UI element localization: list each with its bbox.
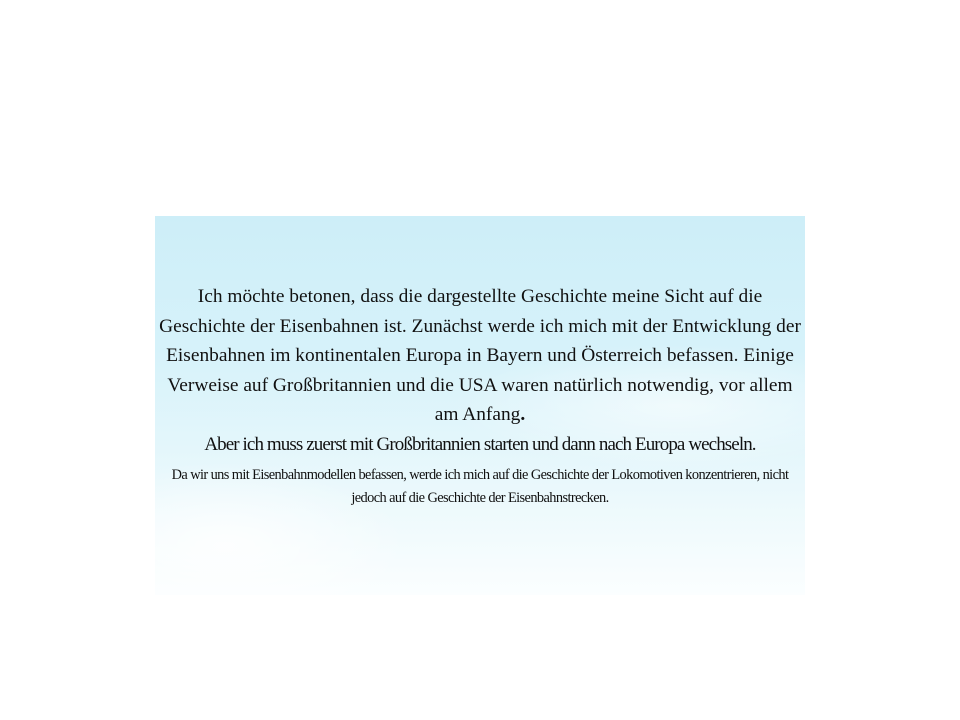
- text-panel: [155, 216, 805, 595]
- paragraph-main: [155, 282, 805, 430]
- text-block: [155, 282, 805, 511]
- paragraph-second: Aber ich muss zuerst mit Großbritannien starten und dann nach Europa wechseln.: [204, 433, 756, 455]
- paragraph-main-period: .: [520, 404, 526, 426]
- paragraph-third: Da wir uns mit Eisenbahnmodellen befassen, werde ich mich auf die Geschichte der Lokomotiven konzentrieren, nicht jedoch auf die Geschichte der Eisenbahnstrecken.: [171, 466, 789, 507]
- paragraph-main-text: Ich möchte betonen, dass die dargestellte Geschichte meine Sicht auf die Geschichte der Eisenbahnen ist. Zunächst werde ich mich mit der Entwicklung der Eisenbahnen im kontinentalen Europa in Bayern und Österreich befassen. Einige Verweise auf Großbritannien und die USA waren natürlich notwendig, vor allem am Anfang: [159, 286, 801, 426]
